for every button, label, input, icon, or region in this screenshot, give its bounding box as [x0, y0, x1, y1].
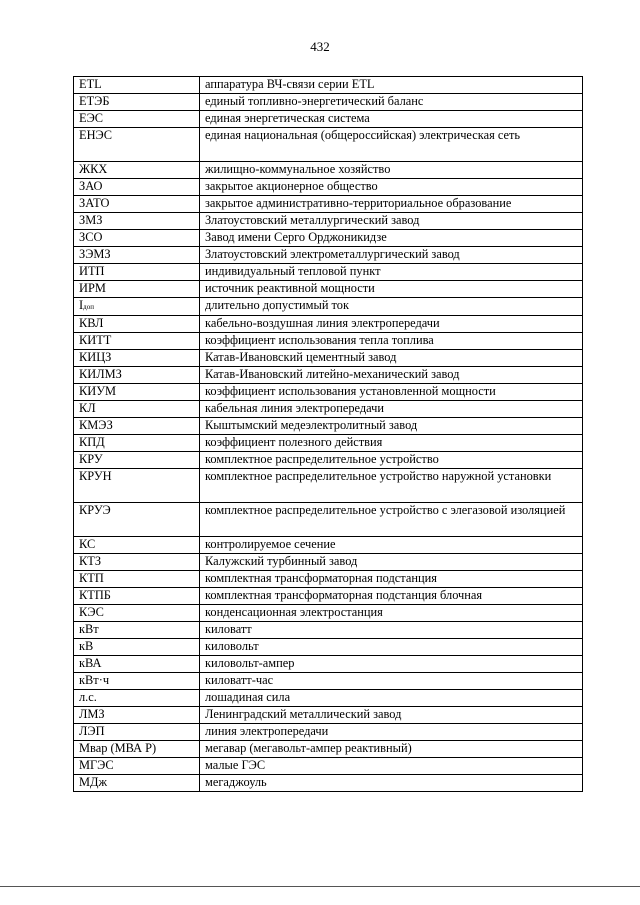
- table-row: [74, 316, 583, 333]
- table-row: [74, 179, 583, 196]
- table-row: [74, 264, 583, 281]
- table-row: [74, 401, 583, 418]
- abbreviation-cell: ЗАО: [74, 179, 200, 196]
- table-row: [74, 435, 583, 452]
- definition-cell: Калужский турбинный завод: [200, 554, 583, 571]
- definition-cell: Катав-Ивановский цементный завод: [200, 350, 583, 367]
- abbreviation-cell: ИТП: [74, 264, 200, 281]
- abbreviation-cell: КИТТ: [74, 333, 200, 350]
- definition-cell: коэффициент использования тепла топлива: [200, 333, 583, 350]
- definition-cell: жилищно-коммунальное хозяйство: [200, 162, 583, 179]
- definition-cell: мегаджоуль: [200, 775, 583, 792]
- table-row: [74, 77, 583, 94]
- abbreviation-cell: КС: [74, 537, 200, 554]
- abbreviation-cell: КРУЭ: [74, 503, 200, 537]
- table-row: [74, 128, 583, 162]
- abbreviation-cell: КРУН: [74, 469, 200, 503]
- table-row: [74, 298, 583, 316]
- abbreviation-cell: КМЭЗ: [74, 418, 200, 435]
- table-row: [74, 213, 583, 230]
- abbreviation-cell: кВА: [74, 656, 200, 673]
- definition-cell: единая национальная (общероссийская) электрическая сеть: [200, 128, 583, 162]
- definition-cell: комплектное распределительное устройство с элегазовой изоляцией: [200, 503, 583, 537]
- definition-cell: Ленинградский металлический завод: [200, 707, 583, 724]
- definition-cell: линия электропередачи: [200, 724, 583, 741]
- definition-cell: Златоустовский электрометаллургический завод: [200, 247, 583, 264]
- table-row: [74, 503, 583, 537]
- abbreviation-cell: КПД: [74, 435, 200, 452]
- table-row: [74, 724, 583, 741]
- table-row: [74, 639, 583, 656]
- table-row: [74, 775, 583, 792]
- table-row: [74, 707, 583, 724]
- definition-cell: комплектное распределительное устройство: [200, 452, 583, 469]
- table-row: [74, 111, 583, 128]
- definition-cell: киловольт: [200, 639, 583, 656]
- abbreviation-cell: ЗСО: [74, 230, 200, 247]
- table-row: [74, 196, 583, 213]
- table-row: [74, 690, 583, 707]
- abbreviation-cell: ЗЭМЗ: [74, 247, 200, 264]
- abbreviation-cell: КЛ: [74, 401, 200, 418]
- definition-cell: малые ГЭС: [200, 758, 583, 775]
- definition-cell: контролируемое сечение: [200, 537, 583, 554]
- abbreviation-cell: ETL: [74, 77, 200, 94]
- definition-cell: киловольт-ампер: [200, 656, 583, 673]
- table-row: [74, 452, 583, 469]
- definition-cell: кабельная линия электропередачи: [200, 401, 583, 418]
- abbreviation-cell: КТПБ: [74, 588, 200, 605]
- table-row: [74, 230, 583, 247]
- abbreviations-table: [73, 76, 583, 792]
- abbreviation-cell: КИУМ: [74, 384, 200, 401]
- definition-cell: индивидуальный тепловой пункт: [200, 264, 583, 281]
- definition-cell: кабельно-воздушная линия электропередачи: [200, 316, 583, 333]
- table-row: [74, 605, 583, 622]
- abbreviation-cell: Iдоп: [74, 298, 200, 316]
- definition-cell: комплектная трансформаторная подстанция блочная: [200, 588, 583, 605]
- definition-cell: Катав-Ивановский литейно-механический завод: [200, 367, 583, 384]
- abbreviation-cell: КИЛМЗ: [74, 367, 200, 384]
- table-row: [74, 94, 583, 111]
- abbreviation-cell: КИЦЗ: [74, 350, 200, 367]
- definition-cell: лошадиная сила: [200, 690, 583, 707]
- table-row: [74, 384, 583, 401]
- page-number: 432: [310, 39, 330, 54]
- table-row: [74, 162, 583, 179]
- abbreviation-cell: КТЗ: [74, 554, 200, 571]
- abbreviation-cell: ИРМ: [74, 281, 200, 298]
- definition-cell: аппаратура ВЧ-связи серии ETL: [200, 77, 583, 94]
- abbreviation-cell: ЖКХ: [74, 162, 200, 179]
- definition-cell: коэффициент полезного действия: [200, 435, 583, 452]
- table-row: [74, 741, 583, 758]
- table-row: [74, 673, 583, 690]
- abbreviation-cell: ЛМЗ: [74, 707, 200, 724]
- definition-cell: комплектная трансформаторная подстанция: [200, 571, 583, 588]
- definition-cell: закрытое административно-территориальное образование: [200, 196, 583, 213]
- definition-cell: длительно допустимый ток: [200, 298, 583, 316]
- abbreviation-cell: ЕТЭБ: [74, 94, 200, 111]
- table-row: [74, 350, 583, 367]
- table-row: [74, 469, 583, 503]
- abbreviation-cell: кВт: [74, 622, 200, 639]
- table-row: [74, 333, 583, 350]
- abbreviation-cell: МДж: [74, 775, 200, 792]
- definition-cell: конденсационная электростанция: [200, 605, 583, 622]
- abbreviation-cell: л.с.: [74, 690, 200, 707]
- definition-cell: закрытое акционерное общество: [200, 179, 583, 196]
- abbreviation-cell: МГЭС: [74, 758, 200, 775]
- table-row: [74, 656, 583, 673]
- table-row: [74, 571, 583, 588]
- definition-cell: мегавар (мегавольт-ампер реактивный): [200, 741, 583, 758]
- abbreviation-cell: ЛЭП: [74, 724, 200, 741]
- definition-cell: единый топливно-энергетический баланс: [200, 94, 583, 111]
- abbreviation-cell: Мвар (МВА Р): [74, 741, 200, 758]
- definition-cell: Завод имени Серго Орджоникидзе: [200, 230, 583, 247]
- definition-cell: Кыштымский медеэлектролитный завод: [200, 418, 583, 435]
- bottom-divider: [0, 886, 640, 887]
- definition-cell: комплектное распределительное устройство наружной установки: [200, 469, 583, 503]
- abbreviation-cell: кВт·ч: [74, 673, 200, 690]
- abbreviation-cell: КЭС: [74, 605, 200, 622]
- table-row: [74, 554, 583, 571]
- definition-cell: коэффициент использования установленной мощности: [200, 384, 583, 401]
- abbreviation-cell: КВЛ: [74, 316, 200, 333]
- definition-cell: Златоустовский металлургический завод: [200, 213, 583, 230]
- table-row: [74, 281, 583, 298]
- table-row: [74, 247, 583, 264]
- definition-cell: киловатт: [200, 622, 583, 639]
- definition-cell: киловатт-час: [200, 673, 583, 690]
- abbreviation-cell: ЗАТО: [74, 196, 200, 213]
- definition-cell: единая энергетическая система: [200, 111, 583, 128]
- abbreviation-cell: ЕЭС: [74, 111, 200, 128]
- abbreviation-cell: КТП: [74, 571, 200, 588]
- table-row: [74, 758, 583, 775]
- abbreviations-table-body: [74, 77, 583, 792]
- abbreviation-cell: ЗМЗ: [74, 213, 200, 230]
- table-row: [74, 537, 583, 554]
- table-row: [74, 622, 583, 639]
- table-row: [74, 588, 583, 605]
- definition-cell: источник реактивной мощности: [200, 281, 583, 298]
- table-row: [74, 418, 583, 435]
- abbreviation-cell: кВ: [74, 639, 200, 656]
- table-row: [74, 367, 583, 384]
- abbreviation-cell: КРУ: [74, 452, 200, 469]
- abbreviation-cell: ЕНЭС: [74, 128, 200, 162]
